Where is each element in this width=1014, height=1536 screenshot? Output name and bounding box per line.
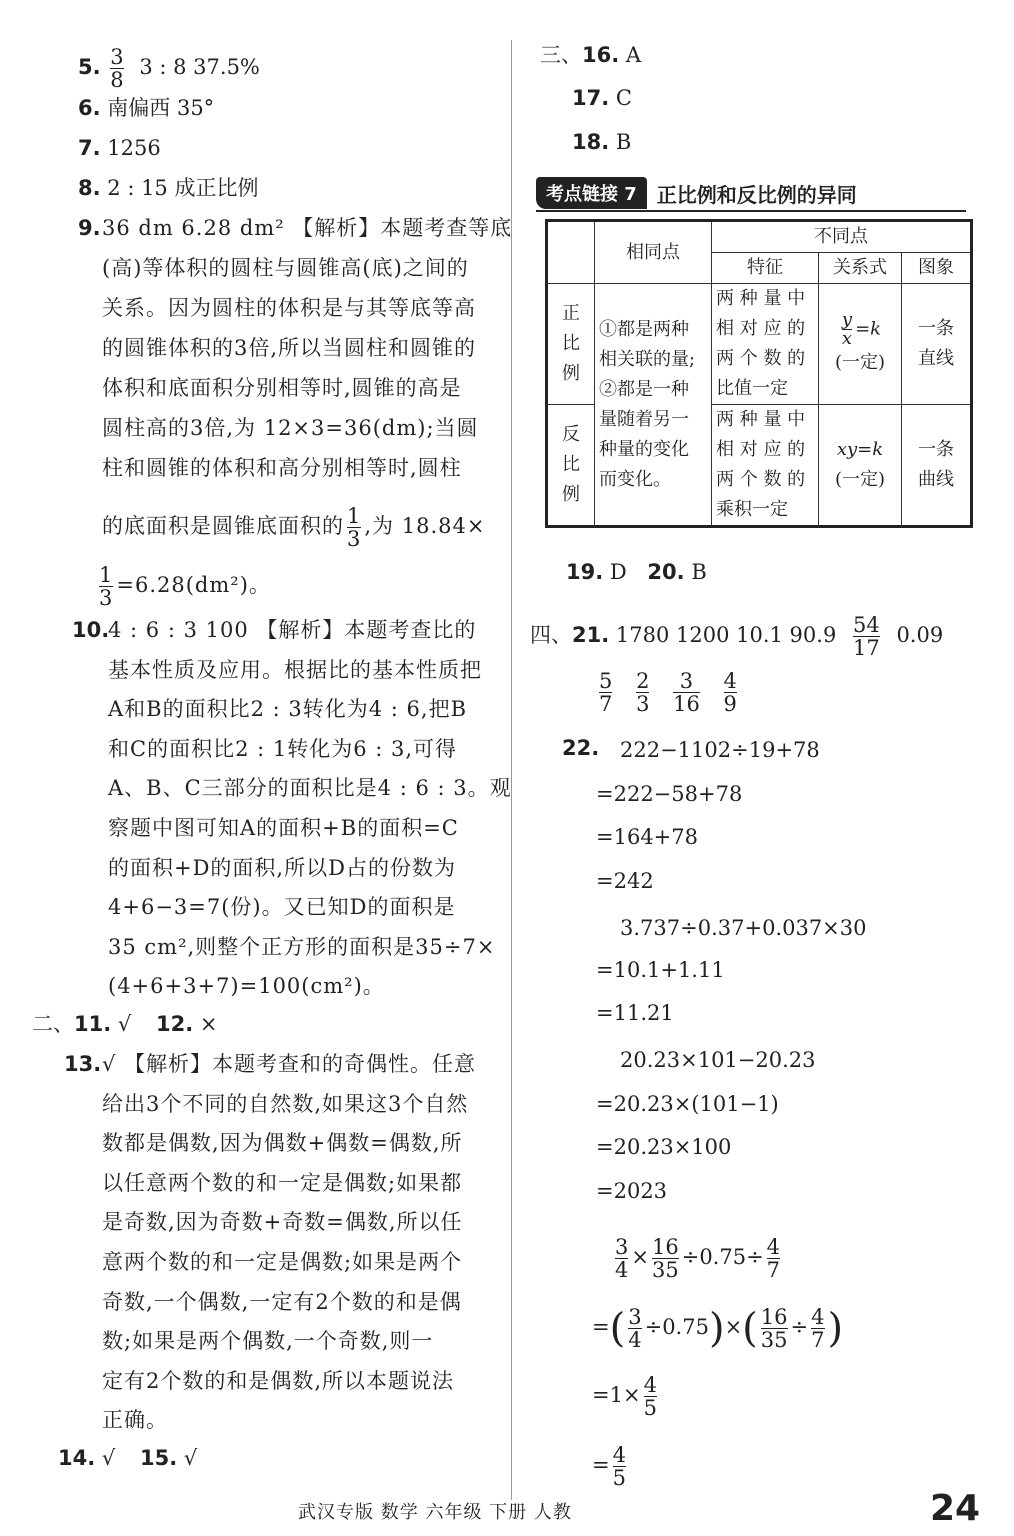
fraction: $\frac{3}{4}$ (615, 1235, 629, 1282)
header-feature: 特征 (712, 253, 819, 284)
q18: 18. B (572, 130, 632, 154)
q13-line: 意两个数的和一定是偶数;如果是两个 (102, 1250, 463, 1274)
direct-relation-cell: $\frac{y}{x}$ =k (一定) (819, 284, 902, 405)
q10-line: (4+6+3+7)=100(cm²)。 (108, 974, 385, 998)
q21: 四、21. 1780 1200 10.1 90.9 $\frac{54}{17}$ 0.09 (530, 613, 944, 660)
comparison-table (545, 219, 973, 528)
q10-number: 10. (72, 618, 110, 642)
q13-line: 以任意两个数的和一定是偶数;如果都 (102, 1171, 463, 1195)
calc-line: =242 (596, 869, 654, 893)
q8: 8. 2 : 15 成正比例 (78, 176, 259, 200)
q13-line: 数都是偶数,因为偶数+偶数=偶数,所 (102, 1131, 463, 1155)
calc-line-fraction: = $\frac{4}{5}$ (592, 1443, 626, 1490)
fraction: $\frac{4}{5}$ (612, 1443, 626, 1490)
q16: 三、16. A (540, 43, 642, 67)
q13-number: 13. (64, 1052, 102, 1076)
q9-line: 的圆锥体积的3倍,所以当圆柱和圆锥的 (102, 336, 477, 360)
header-diff: 不同点 (712, 221, 972, 253)
q13-line: 是奇数,因为奇数+奇数=偶数,所以任 (102, 1210, 463, 1234)
calc-line: =164+78 (596, 825, 698, 849)
direct-graph-cell: 一条 直线 (902, 284, 972, 405)
q5-fraction: $\frac{3}{8}$ (110, 45, 124, 92)
same-points-cell: ①都是两种 相关联的量; ②都是一种 量随着另一 种量的变化 而变化。 (595, 284, 712, 527)
inverse-feature-cell: 两 种 量 中 相 对 应 的 两 个 数 的 乘积一定 (712, 405, 819, 527)
calc-line: =222−58+78 (596, 782, 743, 806)
q11-q12: 二、11. √ 12. × (32, 1012, 218, 1036)
q13-line: 给出3个不同的自然数,如果这3个自然 (102, 1092, 469, 1116)
inverse-relation-cell: xy=k (一定) (819, 405, 902, 527)
fraction: $\frac{16}{35}$ (651, 1235, 679, 1282)
page-number: 24 (930, 1488, 981, 1529)
calc-line-fraction: =1× $\frac{4}{5}$ (592, 1373, 657, 1420)
calc-line: 222−1102÷19+78 (620, 738, 820, 762)
q5: 5. $\frac{3}{8}$ 3 : 8 37.5% (78, 45, 260, 92)
q10-line: 基本性质及应用。根据比的基本性质把 (108, 658, 482, 682)
q9-line: 关系。因为圆柱的体积是与其等底等高 (102, 296, 476, 320)
calc-line: =11.21 (596, 1001, 674, 1025)
row-label-inverse: 反 比 例 (547, 405, 595, 527)
q10-line: 的面积+D的面积,所以D占的份数为 (108, 856, 456, 880)
q5-number: 5. (78, 55, 101, 79)
q9-number: 9. (78, 216, 101, 240)
calc-line: =2023 (596, 1179, 668, 1203)
q9-line: 柱和圆锥的体积和高分别相等时,圆柱 (102, 456, 462, 480)
calc-line: =20.23×(101−1) (596, 1092, 779, 1116)
q9-line: 的底面积是圆锥底面积的 $\frac{1}{3}$ ,为 18.84× (102, 504, 486, 551)
fraction: $\frac{54}{17}$ (853, 613, 880, 660)
q9-line: $\frac{1}{3}$ =6.28(dm²)。 (99, 563, 271, 610)
calc-line-fraction: $\frac{3}{4}$ × $\frac{16}{35}$ ÷0.75÷ $\frac{4}{7}$ (615, 1235, 781, 1282)
q10-line: 4 : 6 : 3 100 【解析】本题考查比的 (108, 618, 477, 642)
q10-line: 察题中图可知A的面积+B的面积=C (108, 816, 459, 840)
calc-line-fraction: =( $\frac{3}{4}$ ÷0.75)×( $\frac{16}{35}$ ÷ $\frac{4}{7}$ ) (592, 1305, 844, 1352)
q10-line: 和C的面积比2 : 1转化为6 : 3,可得 (108, 737, 458, 761)
fraction: $\frac{3}{4}$ (628, 1305, 642, 1352)
fraction: $\frac{1}{3}$ (347, 504, 362, 551)
direct-feature-cell: 两 种 量 中 相 对 应 的 两 个 数 的 比值一定 (712, 284, 819, 405)
q14-q15: 14. √ 15. √ (58, 1446, 198, 1470)
q19-q20: 19. D 20. B (566, 560, 707, 584)
row-label-direct: 正 比 例 (547, 284, 595, 405)
q9-line: 圆柱高的3倍,为 12×3=36(dm);当圆 (102, 416, 479, 440)
q21-fractions (596, 670, 740, 715)
q13-line: 奇数,一个偶数,一定有2个数的和是偶 (102, 1290, 462, 1314)
fraction: $\frac{3}{16}$ (673, 669, 700, 716)
q13-line: 正确。 (102, 1408, 168, 1432)
q6: 6. 南偏西 35° (78, 96, 215, 120)
q9-line: 36 dm 6.28 dm² 【解析】本题考查等底 (102, 216, 513, 240)
header-same: 相同点 (595, 221, 712, 284)
inverse-graph-cell: 一条 曲线 (902, 405, 972, 527)
fraction: $\frac{4}{7}$ (766, 1235, 781, 1282)
fraction: $\frac{16}{35}$ (760, 1305, 788, 1352)
q10-line: 35 cm²,则整个正方形的面积是35÷7× (108, 935, 496, 959)
q9-line: (高)等体积的圆柱与圆锥高(底)之间的 (102, 256, 469, 280)
calc-line: 3.737÷0.37+0.037×30 (620, 916, 867, 940)
header-relation: 关系式 (819, 253, 902, 284)
knowledge-link-heading (536, 176, 857, 210)
q7: 7. 1256 (78, 136, 161, 160)
fraction: $\frac{2}{3}$ (636, 669, 650, 716)
q13-line: 数;如果是两个偶数,一个奇数,则一 (102, 1329, 434, 1353)
fraction: $\frac{1}{3}$ (99, 563, 114, 610)
heading-underline (536, 210, 966, 212)
fraction: $\frac{4}{7}$ (811, 1305, 825, 1352)
page-footer: 武汉专版 数学 六年级 下册 人教 (298, 1502, 572, 1523)
fraction: $\frac{5}{7}$ (599, 669, 613, 716)
q10-line: A和B的面积比2 : 3转化为4 : 6,把B (108, 697, 467, 721)
q10-line: 4+6−3=7(份)。又已知D的面积是 (108, 895, 456, 919)
knowledge-link-title: 正比例和反比例的异同 (656, 182, 857, 207)
table-corner-cell (547, 221, 595, 284)
calc-line: =20.23×100 (596, 1135, 732, 1159)
q22-number: 22. (562, 736, 600, 760)
q13-line: √ 【解析】本题考查和的奇偶性。任意 (102, 1052, 477, 1076)
header-graph: 图象 (902, 253, 972, 284)
q9-line: 体积和底面积分别相等时,圆锥的高是 (102, 376, 462, 400)
calc-line: =10.1+1.11 (596, 958, 725, 982)
q17: 17. C (572, 86, 632, 110)
q10-line: A、B、C三部分的面积比是4 : 6 : 3。观 (108, 776, 512, 800)
calc-line: 20.23×101−20.23 (620, 1048, 816, 1072)
column-divider (511, 40, 512, 1500)
knowledge-link-badge: 考点链接 7 (536, 177, 647, 209)
fraction: $\frac{4}{9}$ (723, 669, 737, 716)
fraction: $\frac{4}{5}$ (643, 1373, 657, 1420)
q13-line: 定有2个数的和是偶数,所以本题说法 (102, 1369, 455, 1393)
